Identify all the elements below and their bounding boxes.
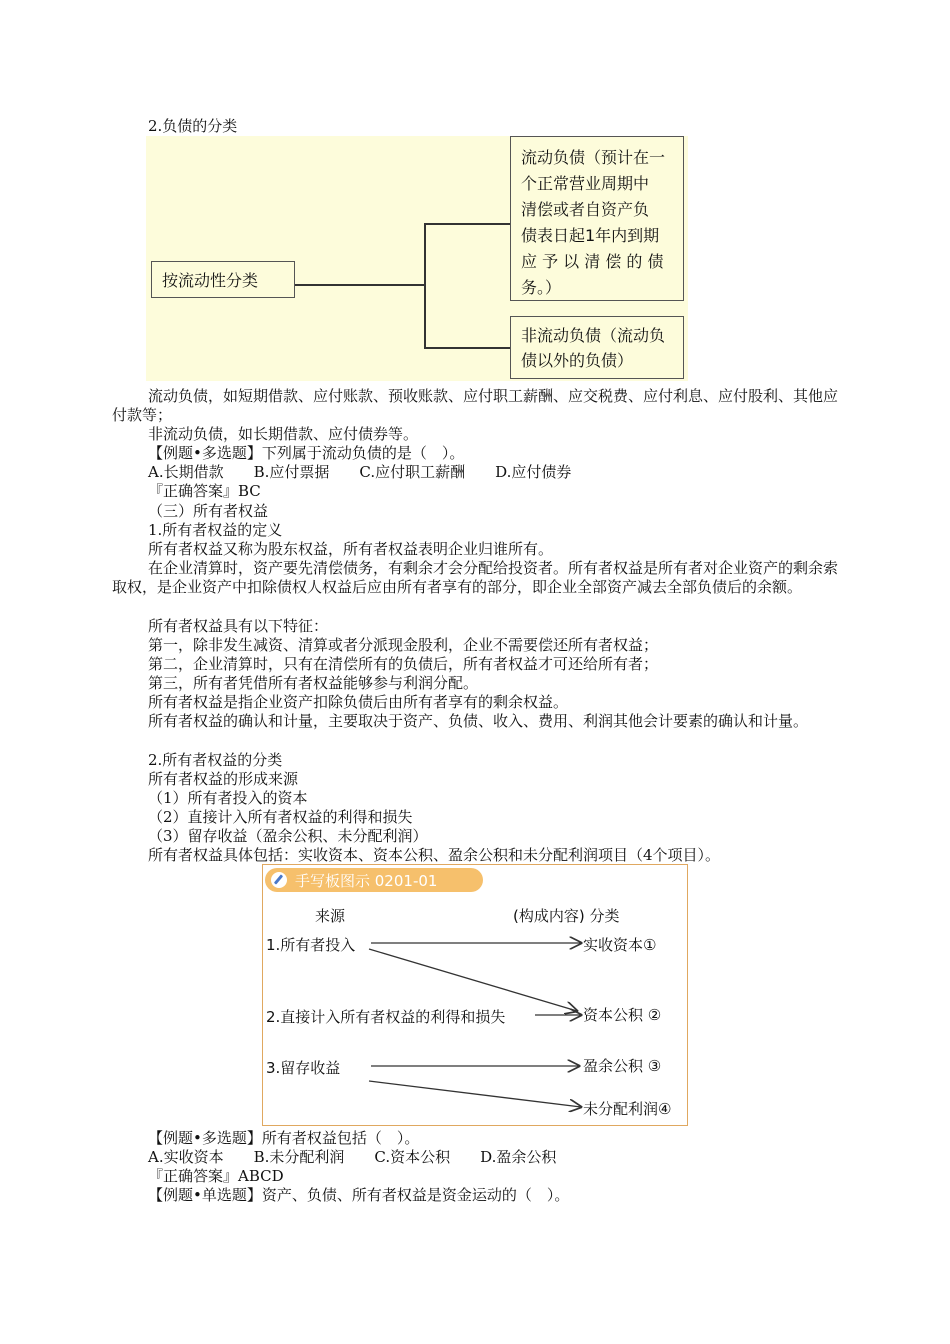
connector-line [424, 347, 511, 349]
arrow-3-4 [369, 1081, 581, 1107]
connector-line [424, 223, 511, 225]
arrow-1-2 [369, 949, 577, 1011]
paragraph: 所有者权益具有以下特征： [148, 617, 329, 635]
source-item: （3）留存收益（盈余公积、未分配利润） [148, 827, 428, 845]
diagram-title-bar [265, 868, 483, 892]
example-question: 【例题•多选题】所有者权益包括（ ）。 [148, 1129, 420, 1147]
connector-line [424, 223, 426, 348]
column-header-source: 来源 [315, 907, 346, 925]
node-line: 务。） [521, 278, 562, 297]
paragraph: 所有者权益是指企业资产扣除负债后由所有者享有的剩余权益。 [148, 693, 569, 711]
paragraph: 非流动负债，如长期借款、应付债券等。 [148, 425, 419, 443]
connector-line [295, 284, 425, 286]
example-answer: 『正确答案』BC [148, 482, 261, 500]
node-line: 流动负债（预计在一 [521, 148, 666, 167]
noncurrent-liabilities-node [510, 316, 684, 379]
feature-item: 第三，所有者凭借所有者权益能够参与利润分配。 [148, 674, 479, 692]
target-label: 盈余公积 ③ [583, 1057, 662, 1075]
feature-item: 第一，除非发生减资、清算或者分派现金股利，企业不需要偿还所有者权益； [148, 636, 659, 654]
source-label: 1.所有者投入 [266, 936, 356, 954]
paragraph: 所有者权益的形成来源 [148, 770, 299, 788]
example-question: 【例题•多选题】下列属于流动负债的是（ ）。 [148, 444, 465, 462]
column-header-class: (构成内容) 分类 [513, 907, 620, 925]
feature-item: 第二，企业清算时，只有在清偿所有的负债后，所有者权益才可还给所有者； [148, 655, 659, 673]
subsection-heading: 1.所有者权益的定义 [148, 521, 283, 539]
current-liabilities-node [510, 136, 684, 301]
root-node [151, 261, 295, 298]
section-heading: 2.负债的分类 [148, 117, 238, 135]
example-answer: 『正确答案』ABCD [148, 1167, 284, 1185]
target-label: 未分配利润④ [583, 1100, 672, 1118]
root-node-label: 按流动性分类 [162, 271, 259, 290]
source-item: （1）所有者投入的资本 [148, 789, 308, 807]
example-options: A.长期借款 B.应付票据 C.应付职工薪酬 D.应付债券 [148, 463, 572, 481]
handwriting-diagram [262, 864, 688, 1126]
node-line: 清偿或者自资产负 [521, 200, 650, 219]
node-line: 债表日起1年内到期 [521, 226, 660, 245]
node-line: 债以外的负债） [521, 351, 634, 370]
pen-icon [271, 872, 287, 888]
example-question: 【例题•单选题】资产、负债、所有者权益是资金运动的（ ）。 [148, 1186, 570, 1204]
paragraph: 所有者权益具体包括：实收资本、资本公积、盈余公积和未分配利润项目（4个项目）。 [148, 846, 721, 864]
target-label: 资本公积 ② [583, 1006, 662, 1024]
liability-classification-diagram [146, 136, 688, 381]
target-label: 实收资本① [583, 936, 657, 954]
node-line: 非流动负债（流动负 [521, 326, 666, 345]
diagram-title: 手写板图示 0201-01 [295, 871, 438, 890]
paragraph: 所有者权益的确认和计量，主要取决于资产、负债、收入、费用、利润其他会计要素的确认和计量。 [148, 712, 809, 730]
section-heading: （三）所有者权益 [148, 502, 269, 520]
subsection-heading: 2.所有者权益的分类 [148, 751, 283, 769]
source-item: （2）直接计入所有者权益的利得和损失 [148, 808, 413, 826]
paragraph: 流动负债，如短期借款、应付账款、预收账款、应付职工薪酬、应交税费、应付利息、应付股利、其他应付款等； [112, 387, 839, 424]
example-options: A.实收资本 B.未分配利润 C.资本公积 D.盈余公积 [148, 1148, 557, 1166]
paragraph: 所有者权益又称为股东权益，所有者权益表明企业归谁所有。 [148, 540, 554, 558]
source-label: 3.留存收益 [266, 1059, 341, 1077]
node-line: 个正常营业周期中 [521, 174, 650, 193]
paragraph: 在企业清算时，资产要先清偿债务，有剩余才会分配给投资者。所有者权益是所有者对企业资产的剩余索取权，是企业资产中扣除债权人权益后应由所有者享有的部分，即企业全部资产减去全部负债后的余额。 [112, 559, 839, 596]
source-label: 2.直接计入所有者权益的利得和损失 [266, 1008, 506, 1026]
arrows-layer [263, 865, 687, 1125]
node-line: 应 予 以 清 偿 的 债 [521, 252, 664, 271]
